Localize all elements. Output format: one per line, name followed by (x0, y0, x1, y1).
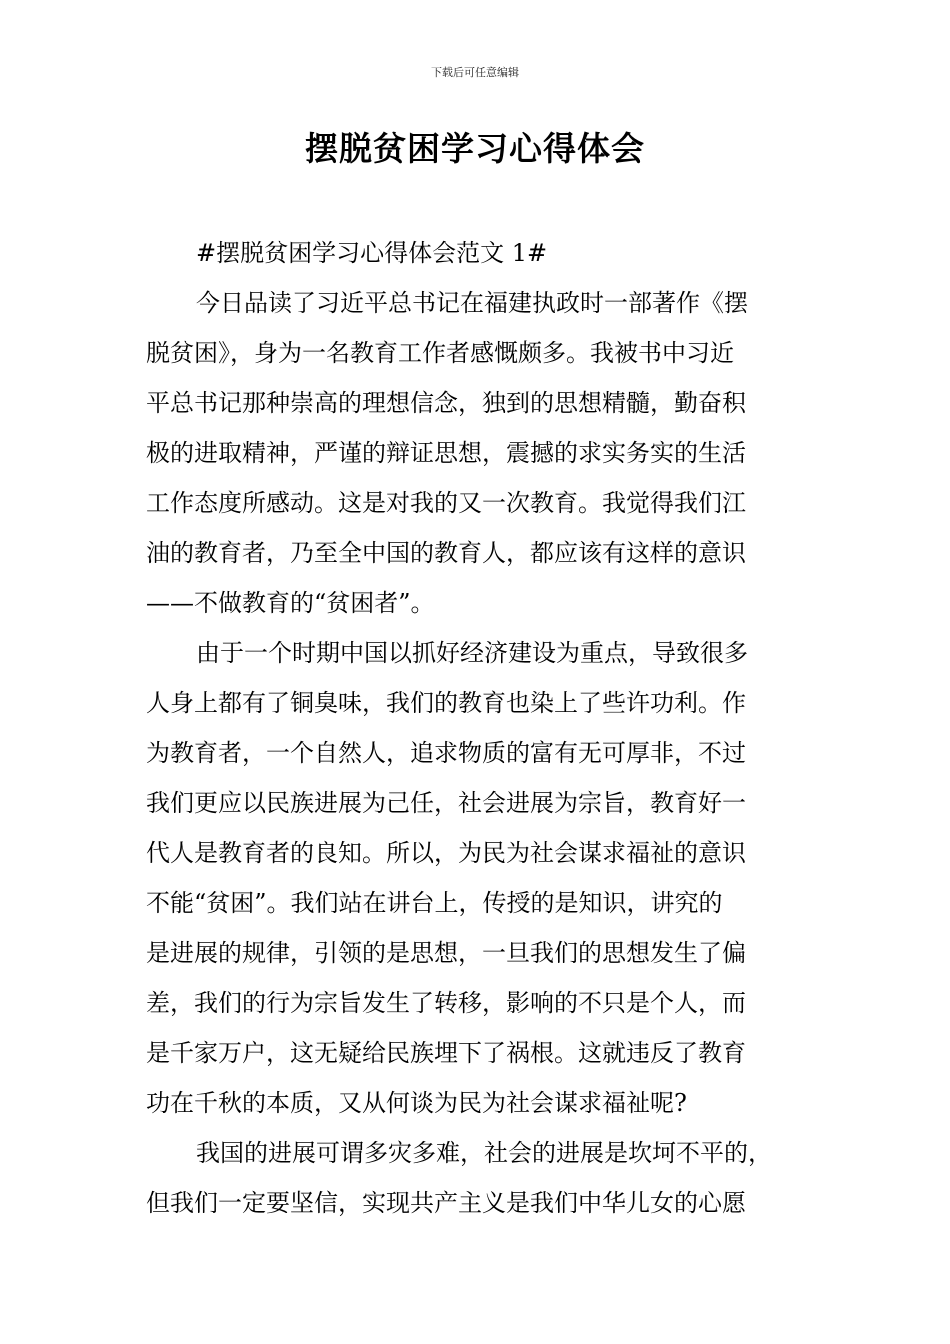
paragraph-line: 为教育者，一个自然人，追求物质的富有无可厚非，不过 (146, 739, 746, 767)
paragraph-line: 平总书记那种崇高的理想信念，独到的思想精髓，勤奋积 (146, 389, 746, 417)
paragraph-line: 人身上都有了铜臭味，我们的教育也染上了些许功利。作 (146, 689, 746, 717)
paragraph-3 (146, 1128, 826, 1228)
paragraph-line: 是千家万户，这无疑给民族埋下了祸根。这就违反了教育 (146, 1039, 746, 1067)
section-subheading: #摆脱贫困学习心得体会范文 1# (196, 239, 548, 267)
paragraph-line: 是进展的规律，引领的是思想，一旦我们的思想发生了偏 (146, 939, 746, 967)
paragraph-line: 代人是教育者的良知。所以，为民为社会谋求福祉的意识 (146, 839, 746, 867)
document-body (146, 228, 826, 1228)
paragraph-line: 但我们一定要坚信，实现共产主义是我们中华儿女的心愿 (146, 1189, 746, 1217)
paragraph-line: ——不做教育的“贫困者”。 (146, 589, 435, 617)
paragraph-line: 我们更应以民族进展为己任，社会进展为宗旨，教育好一 (146, 789, 746, 817)
paragraph-line: 油的教育者，乃至全中国的教育人，都应该有这样的意识 (146, 539, 746, 567)
paragraph-line: 脱贫困》，身为一名教育工作者感慨颇多。我被书中习近 (146, 339, 734, 367)
paragraph-line: 工作态度所感动。这是对我的又一次教育。我觉得我们江 (146, 489, 746, 517)
paragraph-1 (146, 278, 826, 628)
paragraph-line: 极的进取精神，严谨的辩证思想，震撼的求实务实的生活 (146, 439, 746, 467)
paragraph-line: 我国的进展可谓多灾多难，社会的进展是坎坷不平的， (196, 1139, 772, 1167)
paragraph-line: 不能“贫困”。我们站在讲台上，传授的是知识，讲究的 (146, 889, 723, 917)
document-title: 摆脱贫困学习心得体会 (305, 129, 645, 168)
page-header: 下载后可任意编辑 (431, 66, 519, 79)
paragraph-line: 功在千秋的本质，又从何谈为民为社会谋求福祉呢? (146, 1089, 687, 1117)
paragraph-2 (146, 628, 826, 1128)
paragraph-line: 差，我们的行为宗旨发生了转移，影响的不只是个人，而 (146, 989, 746, 1017)
paragraph-line: 今日品读了习近平总书记在福建执政时一部著作《摆 (196, 289, 748, 317)
paragraph-line: 由于一个时期中国以抓好经济建设为重点，导致很多 (196, 639, 748, 667)
